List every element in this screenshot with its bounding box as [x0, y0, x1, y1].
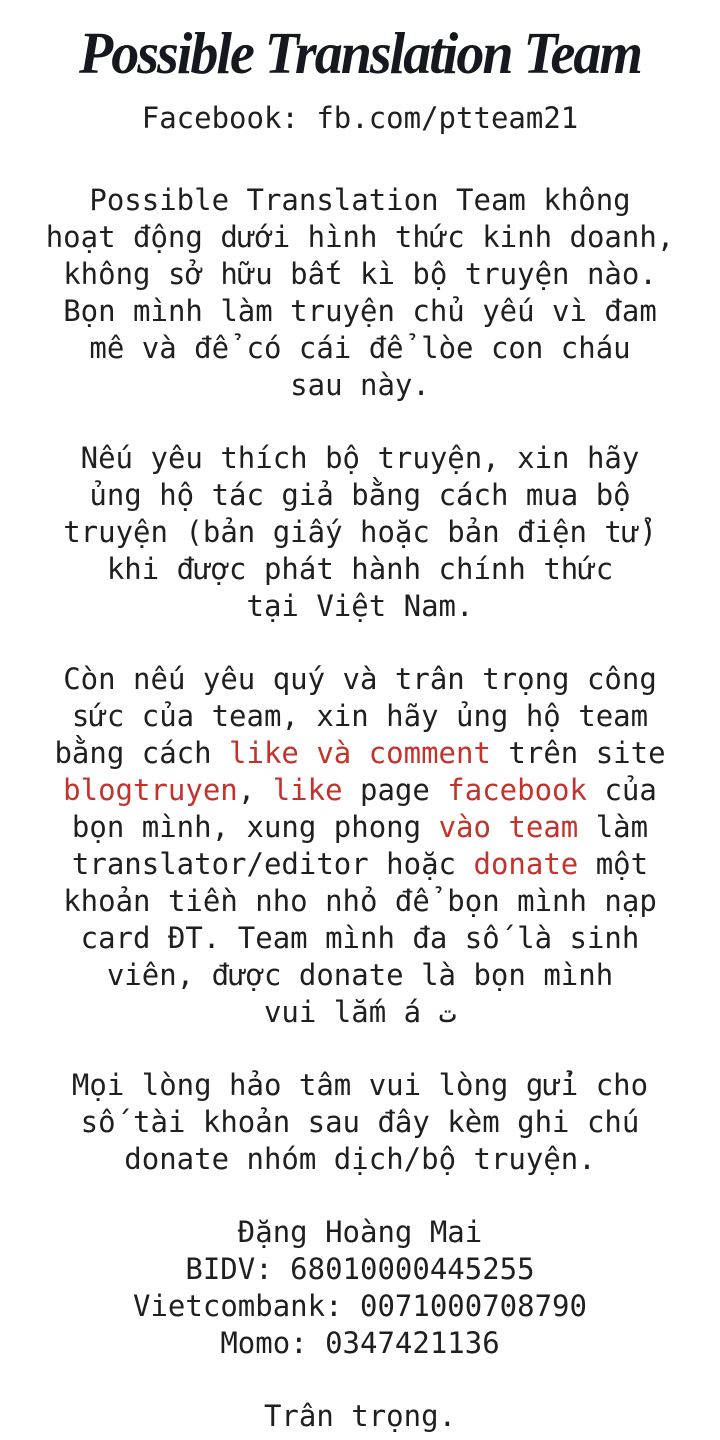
highlighted-red-text: facebook	[447, 773, 587, 807]
text-segment: vui lắm á ت	[263, 995, 457, 1029]
text-line	[0, 219, 720, 256]
text-line	[0, 1325, 720, 1362]
text-line	[0, 957, 720, 994]
text-line	[0, 920, 720, 957]
text-line	[0, 661, 720, 698]
text-line	[0, 994, 720, 1031]
facebook-address-line: Facebook: fb.com/ptteam21	[141, 101, 579, 135]
text-segment: Trân trọng.	[263, 1399, 457, 1433]
text-line	[0, 1398, 720, 1435]
highlighted-red-text: like	[272, 773, 343, 807]
text-segment: ,	[237, 773, 273, 807]
text-line	[0, 551, 720, 588]
text-segment: card ĐT. Team mình đa số là sinh	[80, 921, 640, 955]
text-segment: hoạt động dưới hình thức kinh doanh,	[45, 220, 675, 254]
text-line	[0, 182, 720, 219]
highlighted-red-text: like và comment	[229, 736, 491, 770]
text-segment: Vietcombank: 0071000708790	[133, 1289, 587, 1323]
text-segment: mê và để có cái để lòe con cháu	[89, 331, 631, 365]
text-line	[0, 735, 720, 772]
text-segment: translator/editor hoặc	[71, 847, 474, 881]
text-segment: viên, được donate là bọn mình	[106, 958, 614, 992]
text-segment: Momo: 0347421136	[220, 1326, 500, 1360]
paragraph-closing	[0, 1398, 720, 1435]
text-segment: page	[342, 773, 448, 807]
text-segment: một	[578, 847, 649, 881]
team-logo-text: Possible Translation Team	[79, 21, 641, 87]
text-segment: tại Việt Nam.	[246, 589, 474, 623]
text-line	[0, 1141, 720, 1178]
text-segment: BIDV: 68010000445255	[185, 1252, 535, 1286]
text-segment: donate nhóm dịch/bộ truyện.	[124, 1142, 596, 1176]
text-segment: sức của team, xin hãy ủng hộ team	[71, 699, 649, 733]
text-line	[0, 1104, 720, 1141]
text-segment: không sở hữu bất kì bộ truyện nào.	[63, 257, 657, 291]
highlighted-red-text: donate	[473, 847, 579, 881]
text-line	[0, 440, 720, 477]
text-segment: số tài khoản sau đây kèm ghi chú	[80, 1105, 640, 1139]
text-segment: khoản tiền nho nhỏ để bọn mình nạp	[63, 884, 657, 918]
text-segment: của	[586, 773, 657, 807]
text-segment: Bọn mình làm truyện chủ yếu vì đam	[63, 294, 657, 328]
paragraph-account-info	[0, 1214, 720, 1362]
text-segment: khi được phát hành chính thức	[106, 552, 614, 586]
text-segment: trên site	[490, 736, 666, 770]
text-line	[0, 883, 720, 920]
text-segment: Nếu yêu thích bộ truyện, xin hãy	[80, 441, 640, 475]
text-segment: Mọi lòng hảo tâm vui lòng gửi cho	[71, 1068, 649, 1102]
text-line	[0, 1288, 720, 1325]
text-line	[0, 846, 720, 883]
text-segment: Possible Translation Team không	[89, 183, 631, 217]
text-segment: sau này.	[290, 368, 430, 402]
highlighted-red-text: vào team	[438, 810, 579, 844]
text-segment: Còn nếu yêu quý và trân trọng công	[63, 662, 657, 696]
text-line	[0, 367, 720, 404]
highlighted-red-text: blogtruyen	[63, 773, 238, 807]
text-line	[0, 1214, 720, 1251]
body-paragraphs	[0, 182, 720, 1435]
text-line	[0, 293, 720, 330]
paragraph-donation-note	[0, 1067, 720, 1178]
text-line	[0, 256, 720, 293]
text-line	[0, 330, 720, 367]
paragraph-support-team	[0, 661, 720, 1031]
text-line	[0, 809, 720, 846]
text-line	[0, 1251, 720, 1288]
text-segment: bọn mình, xung phong	[71, 810, 439, 844]
text-line	[0, 772, 720, 809]
text-line	[0, 698, 720, 735]
text-line	[0, 588, 720, 625]
text-line	[0, 477, 720, 514]
paragraph-intro-disclaimer	[0, 182, 720, 404]
text-segment: truyện (bản giấy hoặc bản điện tử)	[63, 515, 657, 549]
paragraph-support-author	[0, 440, 720, 625]
text-segment: ủng hộ tác giả bằng cách mua bộ	[89, 478, 631, 512]
text-segment: Đặng Hoàng Mai	[237, 1215, 483, 1249]
text-line	[0, 1067, 720, 1104]
text-segment: làm	[578, 810, 649, 844]
text-line	[0, 514, 720, 551]
text-segment: bằng cách	[54, 736, 230, 770]
